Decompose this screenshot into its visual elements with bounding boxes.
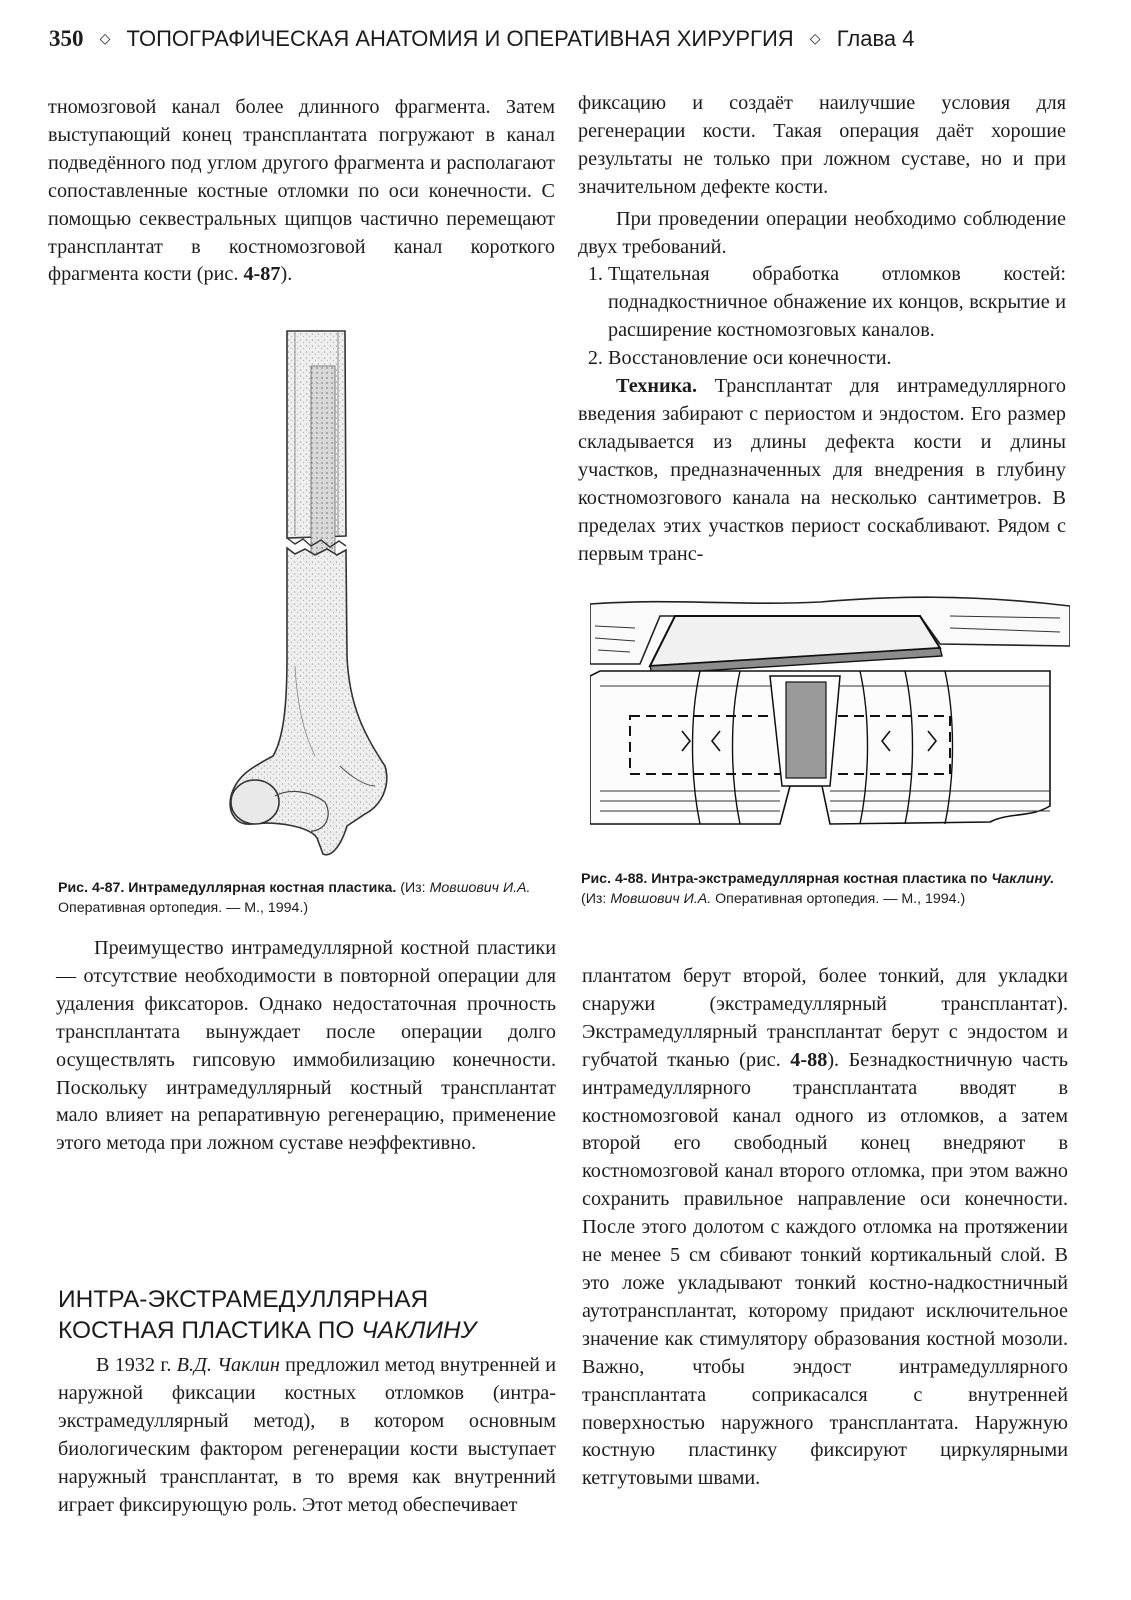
separator-diamond-icon: ◇ <box>99 30 111 46</box>
running-header <box>49 26 914 52</box>
figure-4-88-caption: Рис. 4-88. Интра-экстрамедуллярная костная пластика по Чаклину. (Из: Мовшович И.А. Оперативная ортопедия. — М., 1994.) <box>581 871 1055 907</box>
paragraph: тномозговой канал более длинного фрагмента. Затем выступающий конец трансплантата погружают в канал подведённого под углом другого фрагмента и располагают сопоставленные костные отломки по оси конечности. С помощью секвестральных щипцов частично перемещают трансплантат в костномозговой канал короткого фрагмента кости (рис. 4-87). <box>48 96 555 286</box>
left-text-top <box>48 94 555 289</box>
figure-ref: 4-87 <box>243 263 281 286</box>
section-heading: ИНТРА-ЭКСТРАМЕДУЛЛЯРНАЯ КОСТНАЯ ПЛАСТИКА ПО ЧАКЛИНУ <box>58 1286 477 1344</box>
separator-diamond-icon: ◇ <box>809 30 821 46</box>
caption-label: Рис. 4-88. Интра-экстрамедуллярная костная пластика по <box>581 871 992 887</box>
paragraph: плантатом берут второй, более тонкий, для укладки снаружи (экстрамедуллярный трансплантат). Экстрамедуллярный трансплантат берут с эндостом и губчатой тканью (рис. 4-88). Безнадкостничную часть интрамедуллярного трансплантата вводят в костномозговой канал одного из отломков, а затем второй его свободный конец внедряют в костномозговой канал второго отломка, при этом важно сохранить правильное направление оси конечности. После этого долотом с каждого отломка на протяжении не менее 5 см сбивают тонкий кортикальный слой. В это ложе укладывают тонкий костно-надкостничный аутотрансплантат, которому придают исключительное значение как стимулятору образования костной мозоли. Важно, чтобы эндост интрамедуллярного трансплантата соприкасался с внутренней поверхностью наружного трансплантата. Наружную костную пластинку фиксируют циркулярными кетгутовыми швами. <box>582 965 1068 1490</box>
paragraph: В 1932 г. В.Д. Чаклин предложил метод внутренней и наружной фиксации костных отломков (интра-экстрамедуллярный метод), в котором основным биологическим фактором регенерации кости выступает наружный трансплантат, в то время как внутренний играет фиксирующую роль. Этот метод обеспечивает <box>58 1354 557 1516</box>
paragraph: фиксацию и создаёт наилучшие условия для регенерации кости. Такая операция даёт хорошие результаты не только при ложном суставе, но и при значительном дефекте кости. <box>578 92 1066 198</box>
paragraph: При проведении операции необходимо соблюдение двух требований. <box>578 207 1066 258</box>
book-title: ТОПОГРАФИЧЕСКАЯ АНАТОМИЯ И ОПЕРАТИВНАЯ ХИРУРГИЯ <box>126 26 794 51</box>
left-text-bottom <box>58 1352 556 1519</box>
list-item: 2. Восстановление оси конечности. <box>608 345 1066 373</box>
right-text-top <box>578 90 1066 568</box>
figure-4-88-graft-illustration <box>590 586 1070 846</box>
caption-author: Мовшович И.А. <box>429 880 531 896</box>
list-item: 1. Тщательная обработка отломков костей: поднадкостничное обнажение их концов, вскрытие и расширение костномозговых каналов. <box>608 261 1066 345</box>
figure-4-87-bone-illustration <box>215 326 405 866</box>
page-number: 350 <box>49 26 84 51</box>
chapter-label: Глава 4 <box>836 26 915 51</box>
figure-ref: 4-88 <box>790 1048 828 1071</box>
left-text-middle <box>56 935 556 1158</box>
paragraph: Преимущество интрамедуллярной костной пластики — отсутствие необходимости в повторной операции для удаления фиксаторов. Однако недостаточная прочность трансплантата вынуждает после операции долго осуществлять гипсовую иммобилизацию конечности. Поскольку интрамедуллярный костный трансплантат мало влияет на репаративную регенерацию, применение этого метода при ложном суставе неэффективно. <box>56 937 556 1155</box>
caption-label: Рис. 4-87. Интрамедуллярная костная пластика. <box>58 880 397 896</box>
figure-4-87-caption: Рис. 4-87. Интрамедуллярная костная пластика. (Из: Мовшович И.А. Оперативная ортопедия. — М., 1994.) <box>58 880 531 916</box>
person-name: В.Д. Чаклин <box>176 1354 280 1376</box>
caption-author: Мовшович И.А. <box>610 891 712 907</box>
paragraph: Техника. Трансплантат для интрамедуллярного введения забирают с периостом и эндостом. Его размер складывается из длины дефекта кости и длины участков, предназначенных для внедрения в глубину костномозгового канала на несколько сантиметров. В пределах этих участков периост соскабливают. Рядом с первым транс- <box>578 375 1066 565</box>
requirements-list <box>578 261 1066 373</box>
right-text-bottom <box>582 963 1068 1493</box>
